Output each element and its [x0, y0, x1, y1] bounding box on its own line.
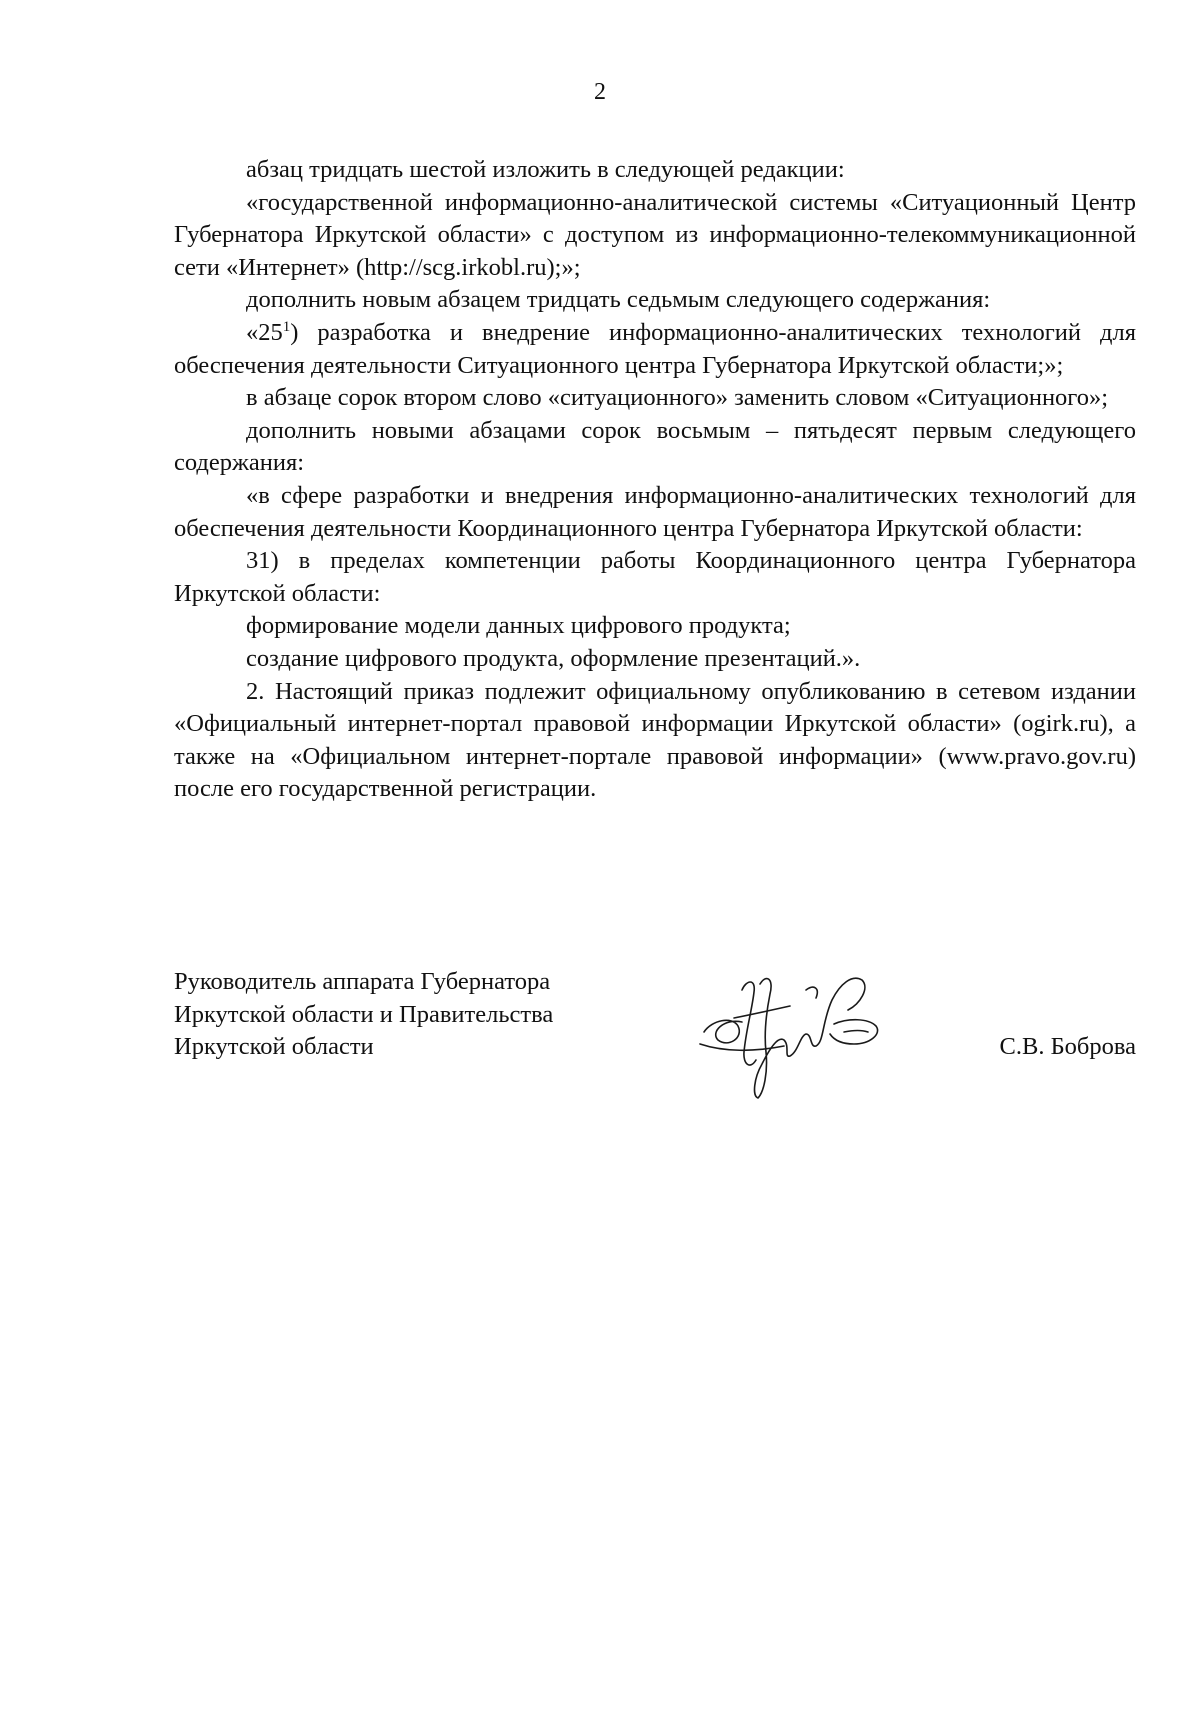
- paragraph: в абзаце сорок втором слово «ситуационного» заменить словом «Ситуационного»;: [246, 384, 1109, 412]
- signer-position-line: Руководитель аппарата Губернатора: [174, 968, 551, 995]
- paragraph: создание цифрового продукта, оформление презентаций.».: [246, 644, 861, 672]
- paragraph: дополнить новыми абзацами сорок восьмым – пятьдесят первым следующего содержания:: [174, 416, 1136, 477]
- paragraph-rest: ) разработка и внедрение информационно-аналитических технологий для обеспечения деятельности Ситуационного центра Губернатора Иркутской области;»;: [174, 318, 1136, 379]
- paragraph: дополнить новым абзацем тридцать седьмым следующего содержания:: [246, 286, 991, 314]
- paragraph: формирование модели данных цифрового продукта;: [246, 612, 791, 640]
- signer-position: [174, 966, 553, 1064]
- paragraph: абзац тридцать шестой изложить в следующей редакции:: [246, 156, 845, 183]
- signer-name: С.В. Боброва: [999, 1033, 1136, 1060]
- signer-position-line: Иркутской области и Правительства: [174, 1000, 554, 1028]
- paragraph: 2. Настоящий приказ подлежит официальному опубликованию в сетевом издании «Официальный интернет-портал правовой информации Иркутской области» (ogirk.ru), а также на «Официальном интернет-портале правовой информации» (www.pravo.gov.ru) после его государственной регистрации.: [174, 677, 1136, 803]
- paragraph: 31) в пределах компетенции работы Координационного центра Губернатора Иркутской области:: [174, 547, 1136, 607]
- handwritten-signature: [694, 960, 894, 1100]
- document-body: [174, 154, 1136, 806]
- paragraph-with-superscript: [174, 317, 1136, 382]
- signer-position-line: Иркутской области: [174, 1033, 374, 1061]
- paragraph: «государственной информационно-аналитической системы «Ситуационный Центр Губернатора Иркутской области» с доступом из информационно-телекоммуникационной сети «Интернет» (http://scg.irkobl.ru);»;: [174, 188, 1136, 281]
- page-number: 2: [594, 79, 606, 105]
- superscript: 1: [282, 318, 291, 335]
- paragraph: «в сфере разработки и внедрения информационно-аналитических технологий для обеспечения деятельности Координационного центра Губернатора Иркутской области:: [174, 481, 1136, 542]
- paragraph-prefix: «25: [246, 318, 283, 346]
